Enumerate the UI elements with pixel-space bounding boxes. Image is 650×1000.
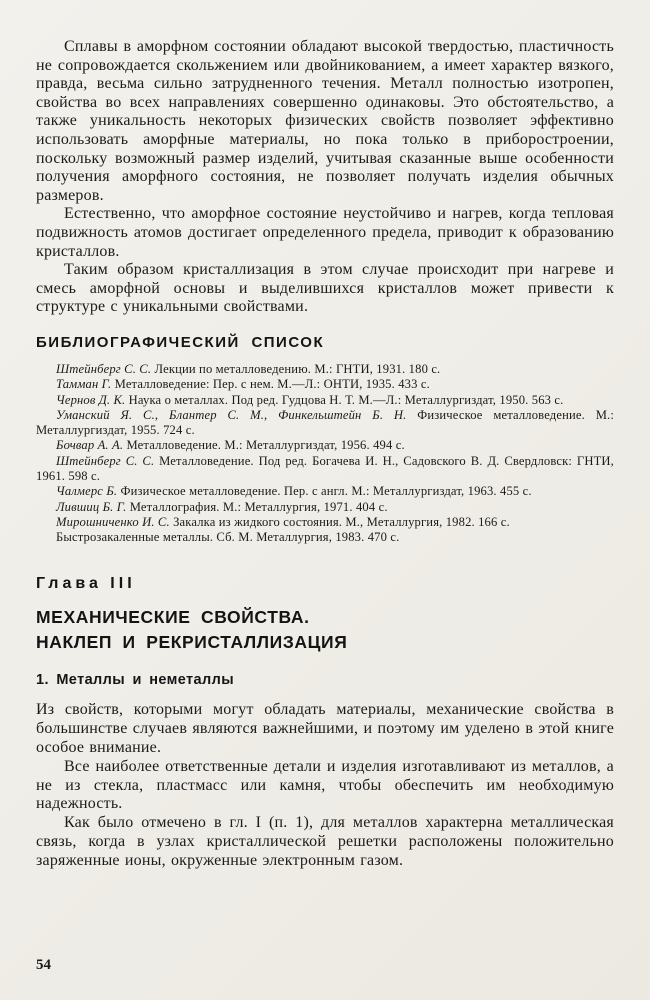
bibliography-entry-author: Штейнберг С. С.	[56, 361, 152, 376]
section-heading: 1. Металлы и неметаллы	[36, 672, 235, 689]
chapter-title	[36, 605, 614, 655]
bibliography-entry-author: Уманский Я. С., Блантер С. М., Финкельштейн Б. Н.	[56, 407, 407, 422]
paragraph: Как было отмечено в гл. I (п. 1), для металлов характерна металлическая связь, когда в узлах кристаллической решетки расположены положительно заряженные ионы, окруженные электронным газом.	[36, 814, 614, 869]
bibliography-entry	[36, 408, 614, 439]
chapter-label: Глава III	[36, 575, 136, 593]
bibliography-entry-author: Бочвар А. А.	[56, 438, 124, 453]
bibliography-entry	[36, 484, 614, 499]
bibliography-entry-author: Мирошниченко И. С.	[56, 514, 170, 529]
bibliography-entry-text: Металловедение: Пер. с нем. М.—Л.: ОНТИ, 1935. 433 с.	[114, 377, 430, 392]
bibliography-entry-author: Лившиц Б. Г.	[56, 499, 127, 514]
bibliography-entry	[36, 454, 614, 485]
intro-text-block	[36, 38, 614, 317]
bibliography-list	[36, 362, 614, 546]
chapter-text-block	[36, 701, 614, 870]
chapter-title-line1: МЕХАНИЧЕСКИЕ СВОЙСТВА.	[36, 607, 310, 628]
chapter-title-line2: НАКЛЕП И РЕКРИСТАЛЛИЗАЦИЯ	[36, 632, 348, 653]
bibliography-entry-text: Металловедение. Под ред. Богачева И. Н., Садовского В. Д. Свердловск: ГНТИ, 1961. 598 с.	[36, 453, 614, 483]
bibliography-entry-text: Закалка из жидкого состояния. М., Металлургия, 1982. 166 с.	[173, 514, 510, 529]
bibliography-entry	[36, 500, 614, 515]
bibliography-entry	[36, 530, 614, 545]
paragraph: Из свойств, которыми могут обладать материалы, механические свойства в большинстве случаев являются важнейшими, и поэтому им уделено в этой книге особое внимание.	[36, 701, 614, 757]
bibliography-entry-text: Наука о металлах. Под ред. Гудцова Н. Т. М.—Л.: Металлургиздат, 1950. 563 с.	[128, 392, 564, 407]
bibliography-entry	[36, 393, 614, 408]
bibliography-entry-author: Штейнберг С. С.	[56, 453, 155, 468]
paragraph: Все наиболее ответственные детали и изделия изготавливают из металлов, а не из стекла, пластмасс или камня, чтобы обеспечить им необходимую надежность.	[36, 757, 614, 813]
page-number: 54	[36, 957, 51, 973]
bibliography-entry-text: Металловедение. М.: Металлургиздат, 1956. 494 с.	[126, 438, 405, 453]
paragraph: Естественно, что аморфное состояние неустойчиво и нагрев, когда тепловая подвижность атомов достигает определенного предела, приводит к образованию кристаллов.	[36, 205, 614, 260]
bibliography-entry-author: Чалмерс Б.	[56, 484, 118, 499]
bibliography-entry	[36, 515, 614, 530]
bibliography-entry-text: Металлография. М.: Металлургия, 1971. 404 с.	[129, 499, 388, 514]
bibliography-entry	[36, 377, 614, 392]
bibliography-entry-text: Лекции по металловедению. М.: ГНТИ, 1931. 180 с.	[154, 361, 441, 376]
bibliography-entry-author: Тамман Г.	[56, 377, 112, 392]
paragraph: Таким образом кристаллизация в этом случае происходит при нагреве и смесь аморфной основы и выделившихся кристаллов может привести к структуре с уникальными свойствами.	[36, 261, 614, 316]
bibliography-entry-text: Физическое металловедение. М.: Металлургиздат, 1955. 724 с.	[36, 407, 614, 438]
bibliography-entry-author: Чернов Д. К.	[56, 392, 126, 407]
bibliography-entry	[36, 438, 614, 453]
bibliography-heading: БИБЛИОГРАФИЧЕСКИЙ СПИСОК	[36, 333, 325, 351]
bibliography-entry	[36, 362, 614, 377]
paragraph: Сплавы в аморфном состоянии обладают высокой твердостью, пластичность не сопровождается скольжением или двойникованием, а имеет характер вязкого, правда, весьма сильно затрудненного течения. Металл полностью изотропен, свойства во всех направлениях совершенно одинаковы. Это обстоятельство, а также уникальность некоторых физических свойств позволяет эффективно использовать аморфные материалы, но пока только в приборостроении, поскольку возможный размер изделий, учитывая сказанные выше особенности получения аморфного состояния, не позволяет получать изделия обычных размеров.	[36, 38, 614, 204]
bibliography-entry-text: Физическое металловедение. Пер. с англ. М.: Металлургиздат, 1963. 455 с.	[120, 484, 532, 499]
bibliography-entry-text: Быстрозакаленные металлы. Сб. М. Металлургия, 1983. 470 с.	[56, 530, 400, 545]
